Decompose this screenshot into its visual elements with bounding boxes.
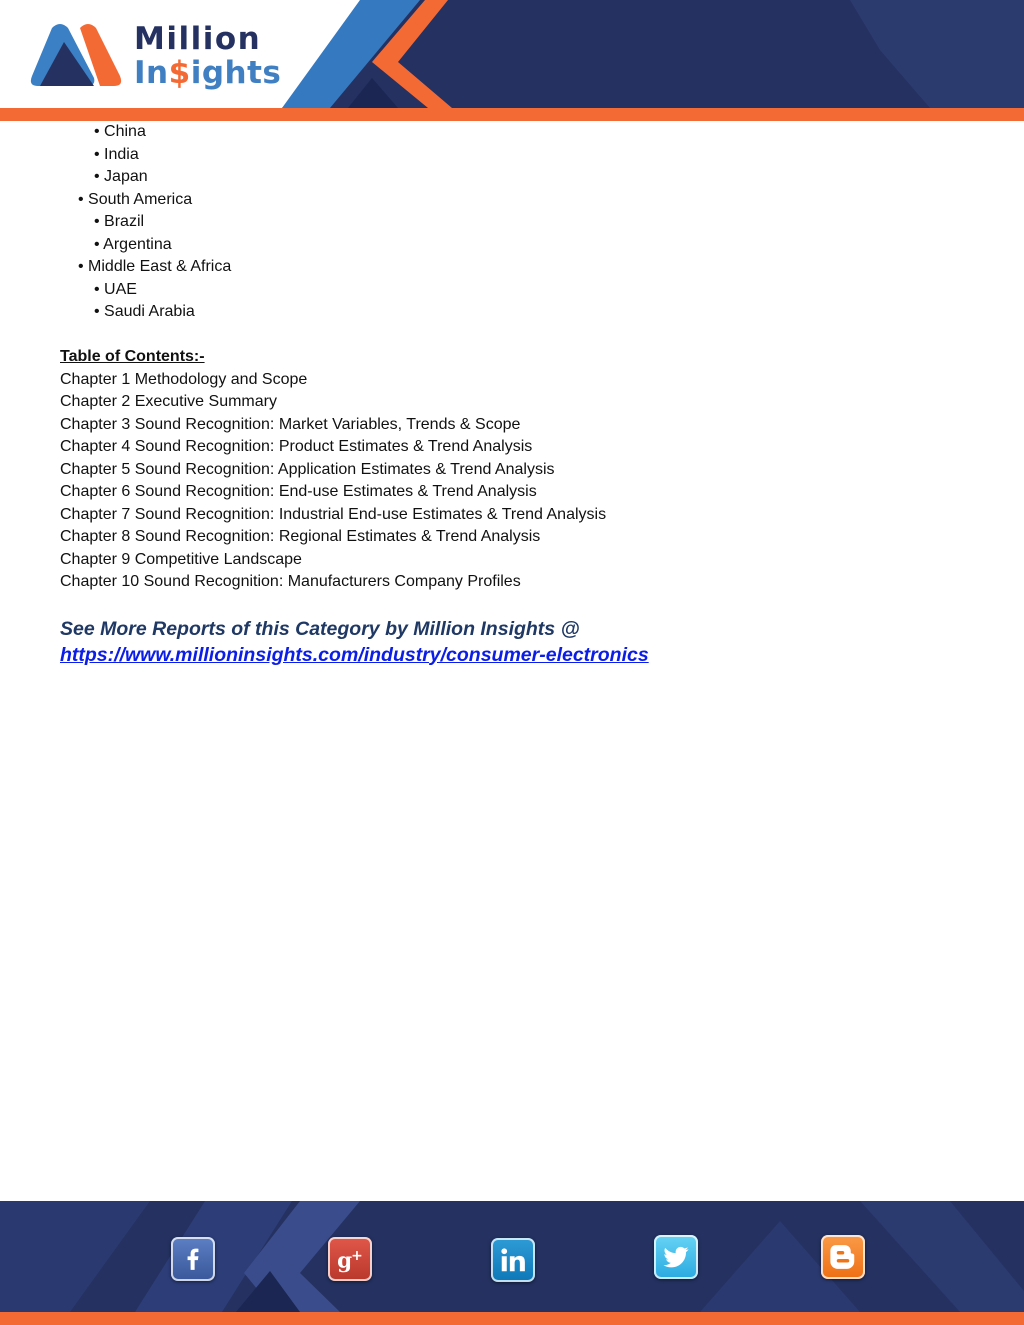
toc-item: Chapter 3 Sound Recognition: Market Variables, Trends & Scope <box>60 415 521 433</box>
list-item: • Japan <box>94 168 148 185</box>
blogger-button[interactable] <box>821 1235 865 1279</box>
list-item: • Brazil <box>94 213 145 230</box>
blogger-icon <box>828 1242 858 1272</box>
logo-mark-icon <box>30 22 122 88</box>
list-item: • Middle East & Africa <box>78 258 232 275</box>
toc-item: Chapter 2 Executive Summary <box>60 393 277 410</box>
report-content <box>60 121 960 668</box>
toc-item: Chapter 10 Sound Recognition: Manufacturers Company Profiles <box>60 573 521 590</box>
list-item: • UAE <box>94 280 137 298</box>
linkedin-button[interactable] <box>491 1238 535 1282</box>
list-item: • South America <box>78 190 193 208</box>
svg-text:g: g <box>337 1248 353 1274</box>
logo-wordmark <box>134 22 281 90</box>
list-item: • Argentina <box>94 235 172 253</box>
list-item: • Saudi Arabia <box>94 303 195 320</box>
toc-item: Chapter 4 Sound Recognition: Product Estimates & Trend Analysis <box>60 438 533 455</box>
linkedin-icon <box>498 1245 528 1275</box>
page-footer <box>0 1201 1024 1325</box>
toc-item: Chapter 9 Competitive Landscape <box>60 550 302 568</box>
toc-item: Chapter 7 Sound Recognition: Industrial End-use Estimates & Trend Analysis <box>60 505 607 523</box>
toc-item: Chapter 6 Sound Recognition: End-use Estimates & Trend Analysis <box>60 483 537 500</box>
facebook-icon <box>180 1246 206 1272</box>
category-report-link[interactable]: https://www.millioninsights.com/industry/consumer-electronics <box>60 643 649 666</box>
logo-text-million: Million <box>134 21 262 57</box>
region-list <box>60 121 960 324</box>
toc-item: Chapter 8 Sound Recognition: Regional Estimates & Trend Analysis <box>60 528 541 545</box>
toc-item: Chapter 1 Methodology and Scope <box>60 370 308 388</box>
svg-text:+: + <box>351 1248 363 1265</box>
google-plus-icon <box>335 1244 365 1274</box>
facebook-button[interactable] <box>171 1237 215 1281</box>
google-plus-button[interactable] <box>328 1237 372 1281</box>
list-item: • India <box>94 145 139 163</box>
page-header <box>0 0 1024 121</box>
section-spacer <box>60 324 960 347</box>
see-more-text: See More Reports of this Category by Million Insights @ <box>60 617 580 640</box>
toc-heading: Table of Contents:- <box>60 348 205 365</box>
list-item: • China <box>94 123 146 140</box>
twitter-icon <box>661 1242 691 1272</box>
twitter-button[interactable] <box>654 1235 698 1279</box>
million-insights-logo[interactable] <box>30 22 280 94</box>
logo-text-insights: In$ights <box>134 55 282 91</box>
toc-item: Chapter 5 Sound Recognition: Application Estimates & Trend Analysis <box>60 460 555 478</box>
logo-dollar-glyph: $ <box>168 55 191 91</box>
toc-list <box>60 369 960 594</box>
